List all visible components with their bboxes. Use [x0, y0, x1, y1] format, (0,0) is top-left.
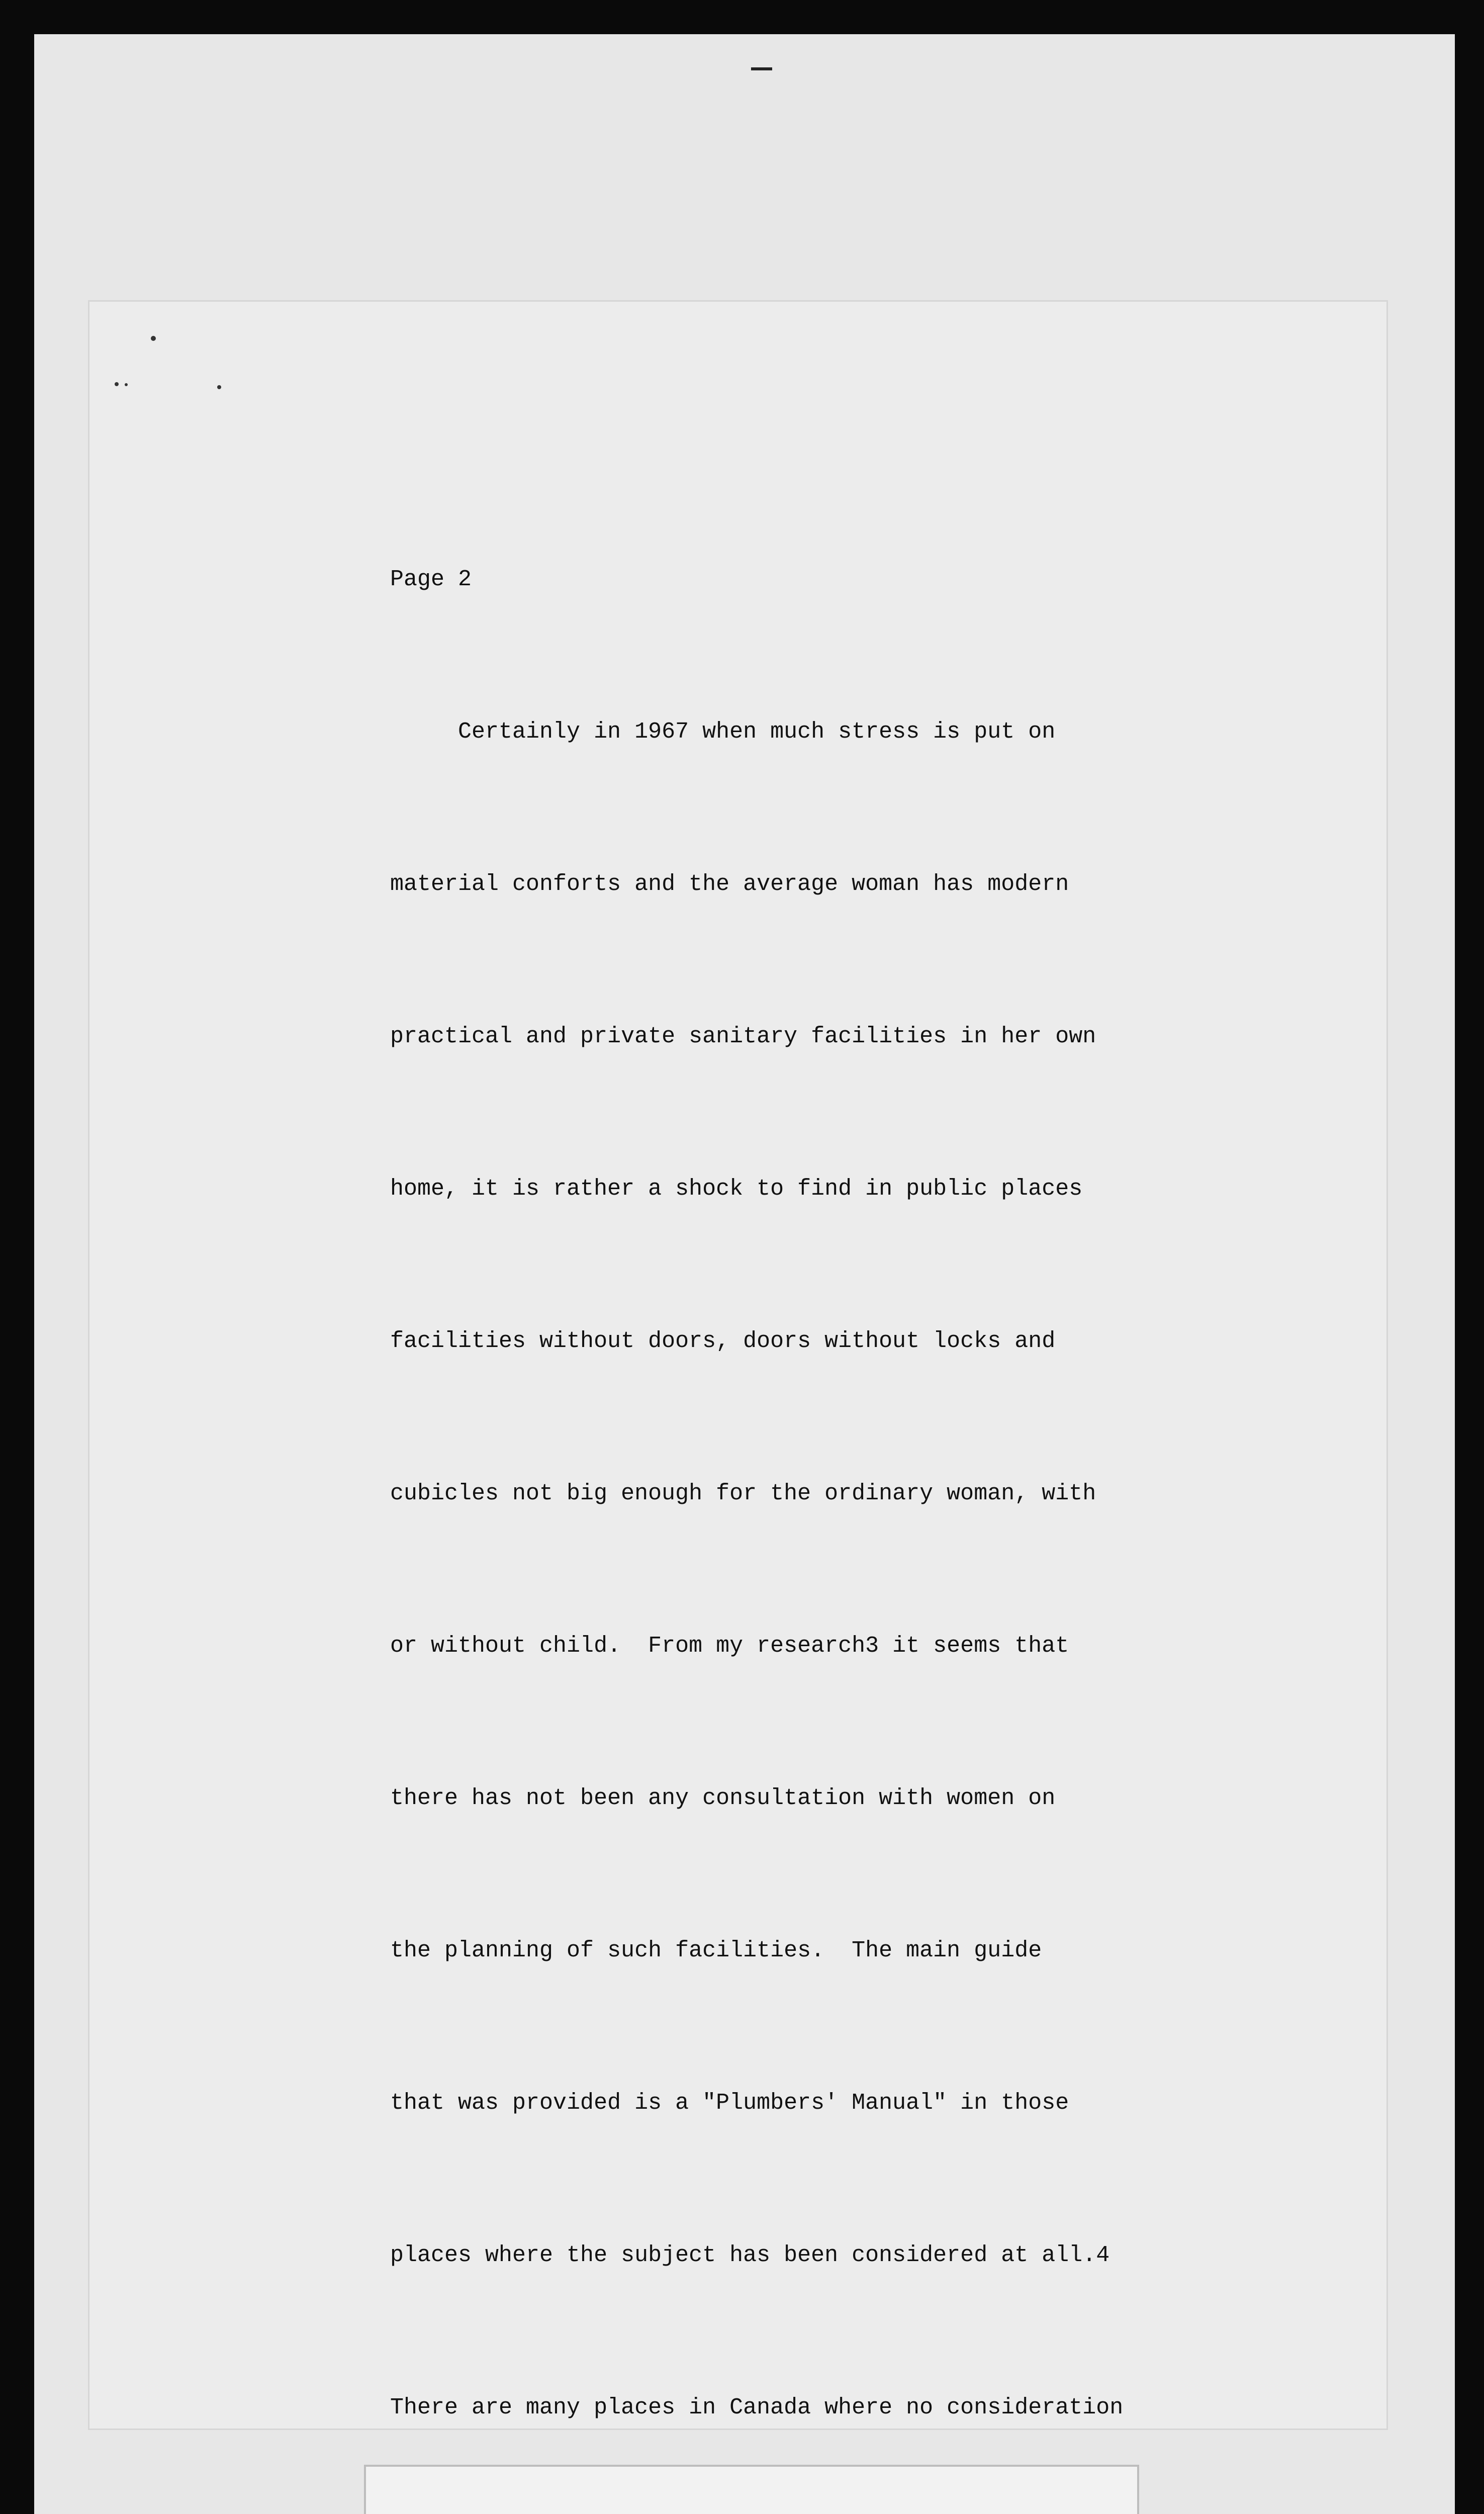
text-line: cubicles not big enough for the ordinary woman, with	[390, 1481, 1096, 1506]
text-line: or without child. From my research3 it seems that	[390, 1633, 1069, 1659]
archive-reference-label	[366, 2467, 1137, 2514]
text-line: Certainly in 1967 when much stress is put on	[390, 719, 1056, 745]
speck-mark	[125, 383, 128, 386]
text-line: home, it is rather a shock to find in public places	[390, 1176, 1083, 1202]
text-line: that was provided is a "Plumbers' Manual" in those	[390, 2090, 1069, 2116]
text-line: facilities without doors, doors without locks and	[390, 1328, 1056, 1354]
speck-mark	[115, 382, 119, 386]
text-line: places where the subject has been considered at all.4	[390, 2242, 1110, 2268]
text-line: there has not been any consultation with women on	[390, 1785, 1056, 1811]
text-line: practical and private sanitary facilities in her own	[390, 1024, 1096, 1049]
text-line: There are many places in Canada where no consideration	[390, 2395, 1124, 2420]
speck-mark	[151, 336, 156, 341]
text-line: material conforts and the average woman has modern	[390, 871, 1069, 897]
top-mark	[751, 67, 772, 70]
document-body	[390, 453, 1370, 2514]
text-line: the planning of such facilities. The main guide	[390, 1938, 1042, 1963]
speck-mark	[217, 385, 221, 389]
page-number: Page 2	[390, 567, 472, 592]
